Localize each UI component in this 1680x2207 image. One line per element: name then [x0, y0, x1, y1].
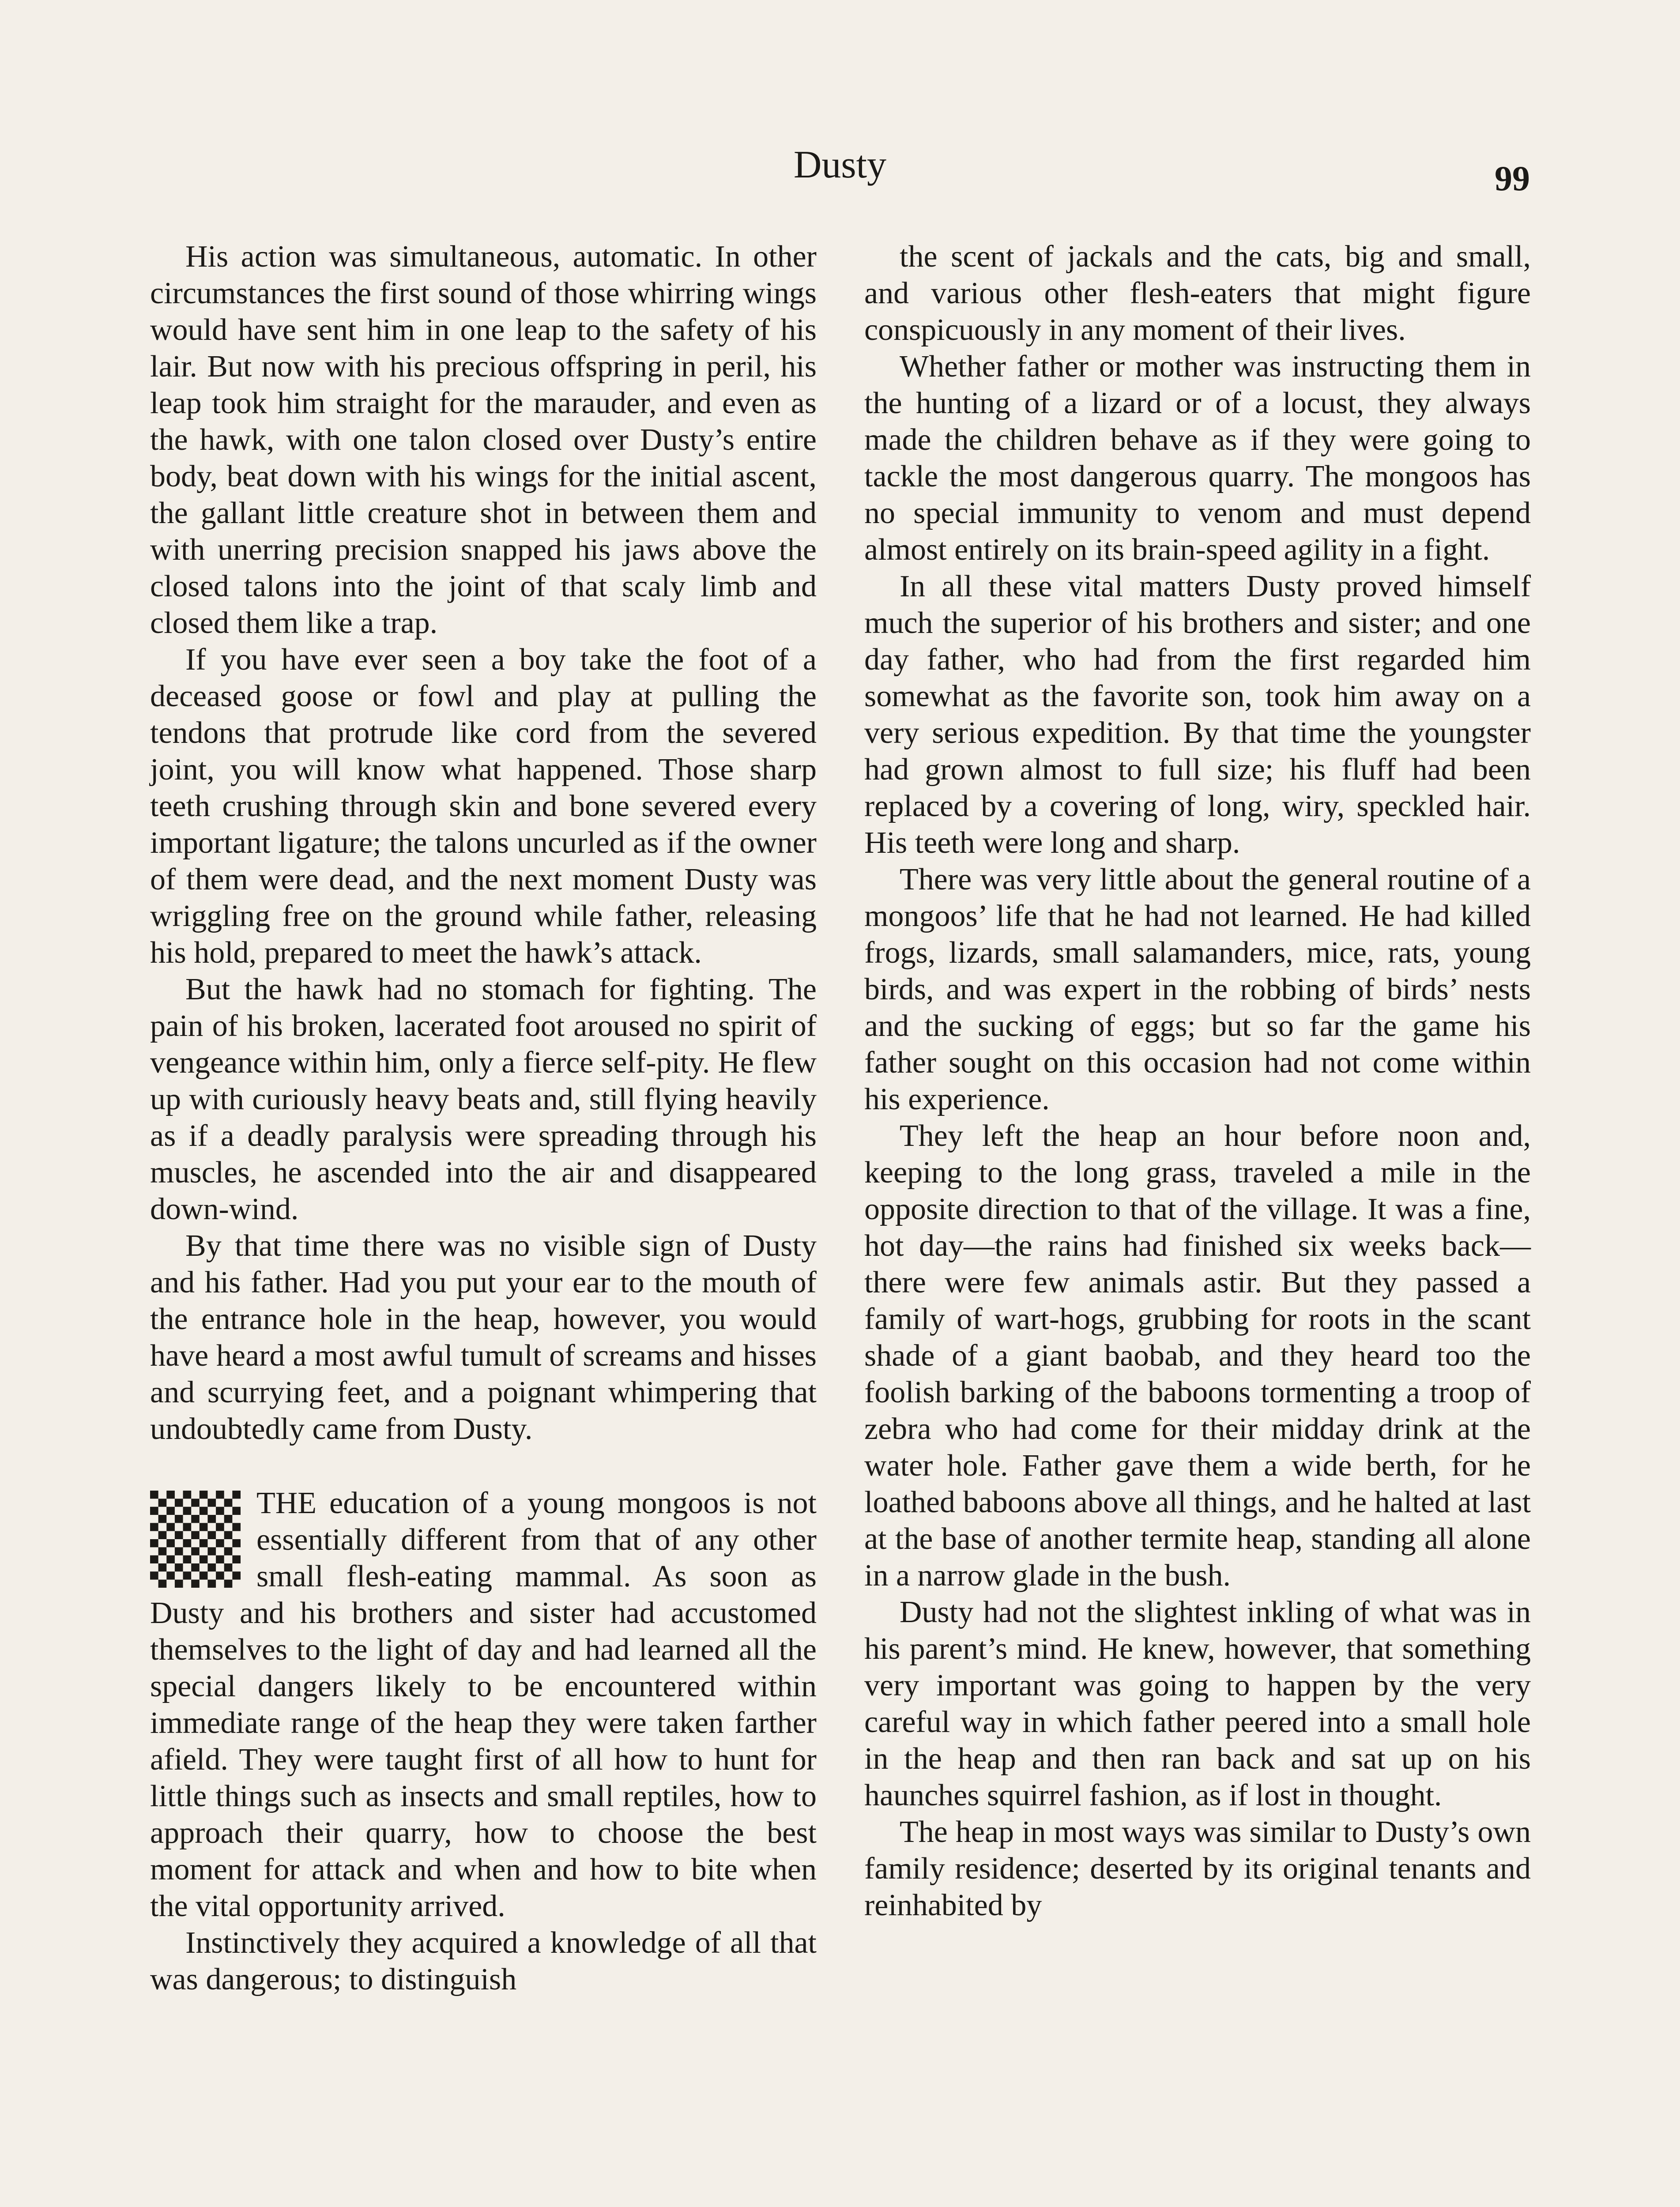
- paragraph: By that time there was no visible sign of Dusty and his father. Had you put your ear to the mouth of the entrance hole in the heap, however, you would have heard a most awful tumult of screams and hisses and scurrying feet, and a poignant whimpering that undoubtedly came from Dusty.: [150, 1229, 817, 1446]
- paragraph: Instinctively they acquired a knowledge of all that was dangerous; to distinguish: [150, 1926, 817, 1996]
- right-column: [864, 238, 1531, 1924]
- page-title: Dusty: [793, 143, 887, 186]
- section-opening-paragraph: THE education of a young mongoos is not essentially different from that of any other small flesh-eating mammal. As soon as Dusty and his brothers and sister had accustomed themselves to the light of day and had learned all the special dangers likely to be encountered within immediate range of the heap they were taken farther afield. They were taught first of all how to hunt for little things such as insects and small reptiles, how to approach their quarry, how to choose the best moment for attack and when and how to bite when the vital opportunity arrived.: [150, 1486, 817, 1923]
- paragraph: They left the heap an hour before noon and, keeping to the long grass, traveled a mile in the opposite direction to that of the village. It was a fine, hot day—the rains had finished six weeks back—there were few animals astir. But they passed a family of wart-hogs, grubbing for roots in the scant shade of a giant baobab, and they heard too the foolish barking of the baboons tormenting a troop of zebra who had come for their midday drink at the water hole. Father gave them a wide berth, for he loathed baboons above all things, and he halted at last at the base of another termite heap, standing all alone in a narrow glade in the bush.: [864, 1119, 1531, 1593]
- page-number: 99: [1495, 159, 1530, 198]
- section-break: [150, 1447, 817, 1485]
- paragraph: the scent of jackals and the cats, big and small, and various other flesh-eaters that might figure conspicuously in any moment of their lives.: [864, 240, 1531, 347]
- paragraph: The heap in most ways was similar to Dusty’s own family residence; deserted by its original tenants and reinhabited by: [864, 1815, 1531, 1922]
- paragraph: In all these vital matters Dusty proved himself much the superior of his brothers and sister; and one day father, who had from the first regarded him somewhat as the favorite son, took him away on a very serious expedition. By that time the youngster had grown almost to full size; his fluff had been replaced by a covering of long, wiry, speckled hair. His teeth were long and sharp.: [864, 569, 1531, 860]
- paragraph: His action was simultaneous, automatic. In other circumstances the first sound of those whirring wings would have sent him in one leap to the safety of his lair. But now with his precious offspring in peril, his leap took him straight for the marauder, and even as the hawk, with one talon closed over Dusty’s entire body, beat down with his wings for the initial ascent, the gallant little creature shot in between them and with unerring precision snapped his jaws above the closed talons into the joint of that scaly limb and closed them like a trap.: [150, 240, 817, 640]
- left-column: [150, 238, 817, 1998]
- paragraph: But the hawk had no stomach for fighting. The pain of his broken, lacerated foot aroused no spirit of vengeance within him, only a fierce self-pity. He flew up with curiously heavy beats and, still flying heavily as if a deadly paralysis were spreading through his muscles, he ascended into the air and disappeared down-wind.: [150, 972, 817, 1226]
- paragraph: There was very little about the general routine of a mongoos’ life that he had not learned. He had killed frogs, lizards, small salamanders, mice, rats, young birds, and was expert in the robbing of birds’ nests and the sucking of eggs; but so far the game his father sought on this occasion had not come within his experience.: [864, 862, 1531, 1116]
- paragraph: Whether father or mother was instructing them in the hunting of a lizard or of a locust, they always made the children behave as if they were going to tackle the most dangerous quarry. The mongoos has no special immunity to venom and must depend almost entirely on its brain-speed agility in a fight.: [864, 350, 1531, 567]
- paragraph: If you have ever seen a boy take the foot of a deceased goose or fowl and play at pulling the tendons that protrude like cord from the severed joint, you will know what happened. Those sharp teeth crushing through skin and bone severed every important ligature; the talons uncurled as if the owner of them were dead, and the next moment Dusty was wriggling free on the ground while father, releasing his hold, prepared to meet the hawk’s attack.: [150, 643, 817, 970]
- checkered-ornament-icon: [150, 1488, 241, 1590]
- paragraph: Dusty had not the slightest inkling of what was in his parent’s mind. He knew, however, that something very important was going to happen by the very careful way in which father peered into a small hole in the heap and then ran back and sat up on his haunches squirrel fashion, as if lost in thought.: [864, 1595, 1531, 1812]
